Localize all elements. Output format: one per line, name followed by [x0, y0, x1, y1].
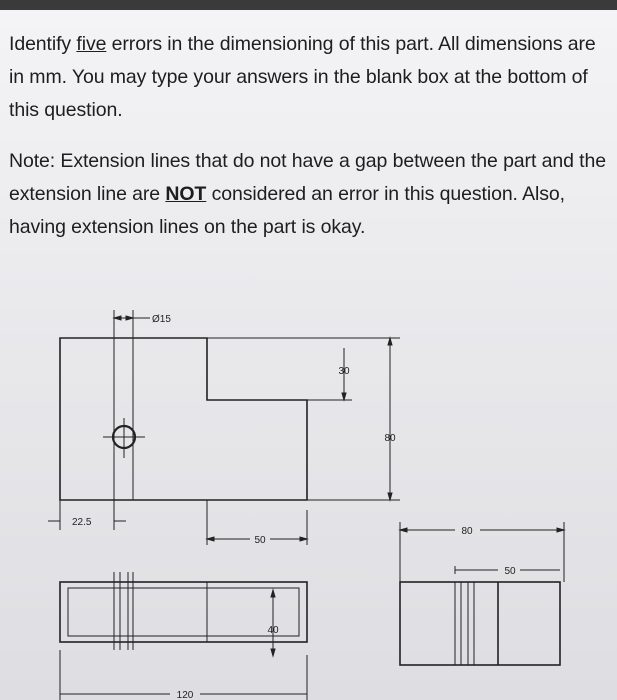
side-view-dimensions: [400, 522, 564, 582]
dim-hole-offset: 22.5: [72, 517, 92, 528]
note-text-start: Note: Extension lines that do not have a gap between the part and the extension line are: [9, 150, 606, 205]
top-view: [60, 572, 307, 650]
sidew-arrow-right: [557, 528, 564, 532]
dim-hole-diameter: Ø15: [152, 314, 171, 325]
dim-depth-bottom: 40: [267, 625, 279, 636]
depth-arrow-bottom: [271, 649, 275, 656]
stepw-arrow-left: [207, 537, 214, 541]
top-view-dimensions: [60, 590, 307, 700]
dim-length: 120: [176, 690, 194, 700]
instructions-text-start: Identify: [9, 33, 77, 55]
dim-height: 80: [384, 433, 396, 444]
front-view: [60, 338, 307, 500]
side-view-outline: [400, 582, 560, 665]
note-emphasis: NOT: [165, 183, 207, 205]
dia-arrow-right: [126, 316, 133, 320]
dia-arrow-left: [114, 316, 121, 320]
dim-side-step: 50: [504, 566, 516, 577]
dim-step-width: 50: [254, 535, 266, 546]
front-view-outline: [60, 338, 307, 500]
front-view-dimensions: [48, 310, 400, 545]
dim-side-width: 80: [461, 526, 473, 537]
note-text-end: considered an error in this question. Also, having extension lines on the part is okay.: [9, 183, 565, 238]
depth-arrow-top: [271, 590, 275, 597]
stepw-arrow-right: [300, 537, 307, 541]
step-arrow: [342, 393, 346, 400]
top-view-inner-edge: [68, 588, 299, 636]
sidew-arrow-left: [400, 528, 407, 532]
instructions-emphasis: five: [76, 33, 107, 55]
height-arrow-bottom: [388, 493, 392, 500]
side-view: [400, 582, 560, 665]
height-arrow-top: [388, 338, 392, 345]
dim-step-height: 30: [338, 366, 350, 377]
instructions-text-end: errors in the dimensioning of this part. All dimensions are in mm. You may type your answers in the blank box at the bottom of this question.: [9, 33, 596, 121]
